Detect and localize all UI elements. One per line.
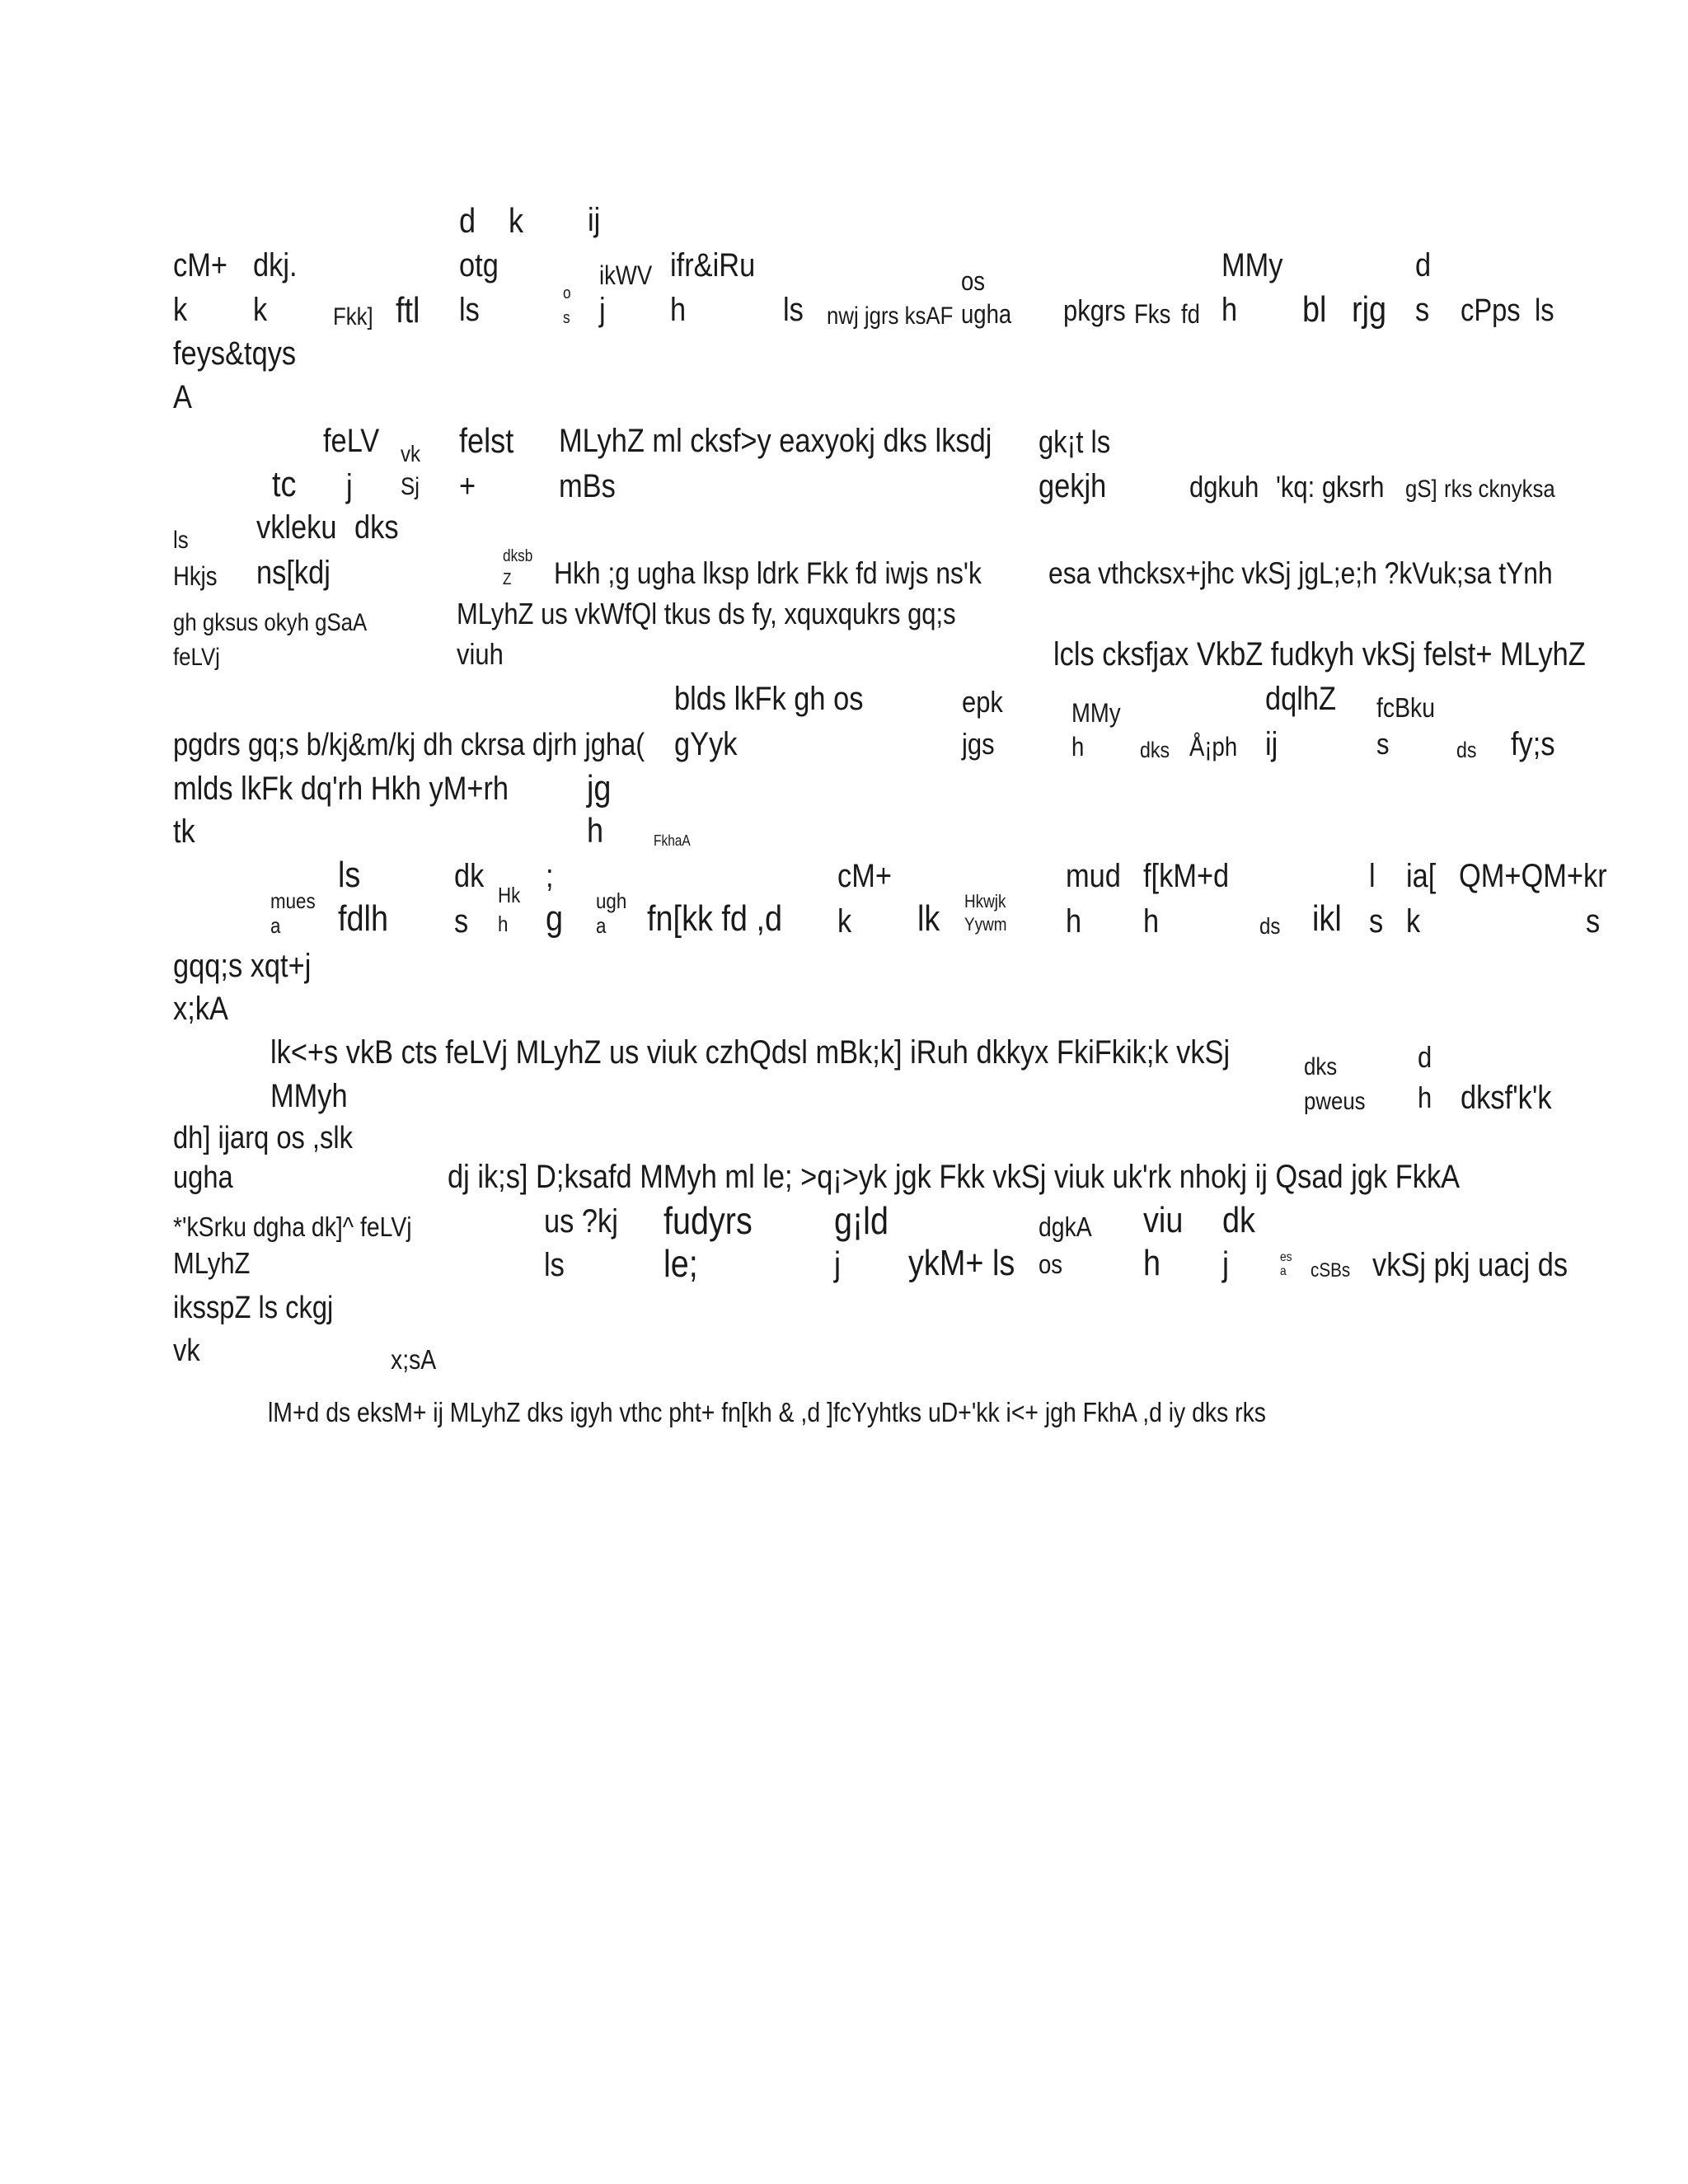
word: vk [173, 1333, 200, 1368]
word: mues [270, 888, 316, 913]
word: dks [1304, 1053, 1338, 1080]
word: fn[kk fd ,d [647, 898, 783, 939]
word: lcls cksfjax VkbZ fudkyh vkSj felst+ MLyhZ [1053, 636, 1586, 673]
word: ikWV [599, 260, 653, 290]
word: lM+d ds eksM+ ij MLyhZ dks igyh vthc pht+ fn[kh & ,d ]fcYyhtks uD+'kk i<+ jgh FkhA ,d iy dks rks [268, 1397, 1267, 1427]
word: ftl [396, 290, 420, 330]
word: vk [401, 441, 421, 466]
word: Fks [1134, 299, 1171, 329]
word: us ?kj [544, 1203, 618, 1240]
word: viu [1143, 1200, 1184, 1240]
word: jgs [962, 727, 995, 761]
word: k [253, 292, 268, 328]
word: ns[kdj [256, 555, 331, 591]
word: QM+QM+kr [1459, 858, 1607, 894]
word: a [270, 913, 281, 938]
word: vkleku [256, 509, 337, 546]
word: gS] [1405, 476, 1437, 503]
word: s [1369, 903, 1384, 940]
word: o [563, 284, 571, 302]
word: tc [272, 464, 297, 504]
word: fudyrs [663, 1199, 753, 1242]
word: ds [1259, 913, 1281, 939]
word: h [670, 292, 687, 328]
word: g [546, 898, 564, 939]
word: s [454, 903, 469, 940]
word: mBs [559, 468, 616, 504]
word: h [1143, 903, 1160, 940]
word: ij [1265, 726, 1278, 762]
word: s [1415, 292, 1430, 328]
word: k [837, 903, 852, 940]
word: dksb [503, 547, 533, 565]
word: a [1280, 1264, 1287, 1278]
word: pweus [1304, 1088, 1366, 1115]
word: tk [173, 813, 195, 850]
word: dk [454, 858, 485, 894]
word: os [1039, 1249, 1063, 1279]
word: dksf'k'k [1461, 1080, 1552, 1116]
word: k [1406, 903, 1421, 940]
word: cSBs [1311, 1259, 1351, 1282]
word: dks [354, 509, 399, 546]
word: + [459, 468, 476, 504]
word: felst [459, 421, 514, 460]
word: le; [663, 1242, 698, 1285]
word: dj ik;s] D;ksafd MMyh ml le; >q¡>yk jgk Fkk vkSj viuk uk'rk nhokj ij Qsad jgk FkkA [448, 1159, 1461, 1195]
word: es [1280, 1250, 1292, 1264]
word: otg [459, 247, 499, 284]
word: j [834, 1244, 842, 1283]
word: k [173, 292, 188, 328]
word: h [587, 811, 604, 850]
word: rks cknyksa [1444, 476, 1555, 503]
word: feLV [323, 423, 380, 459]
word: d [1415, 247, 1432, 284]
word: s [563, 309, 570, 327]
word: d [1418, 1040, 1432, 1074]
word: h [1066, 903, 1082, 940]
word: gYyk [674, 726, 738, 762]
word: dks [1140, 738, 1170, 762]
word: esa vthcksx+jhc vkSj jgL;e;h ?kVuk;sa tYnh [1048, 556, 1553, 590]
word: dqlhZ [1265, 681, 1337, 717]
word: cPps [1461, 293, 1521, 328]
word: Z [503, 570, 512, 588]
word: Hkwjk [964, 891, 1006, 912]
word: Fkk] [333, 303, 373, 330]
word: fd [1181, 299, 1200, 329]
word: ls [459, 292, 480, 328]
word: cM+ [837, 858, 892, 894]
word: Yywm [964, 914, 1007, 935]
word: feys&tqys [173, 335, 297, 372]
word: ls [544, 1247, 565, 1283]
word: feLVj [173, 644, 220, 671]
word: Hkjs [173, 561, 218, 591]
word: l [1369, 858, 1376, 894]
word: *'kSrku dgha dk]^ feLVj [173, 1212, 412, 1242]
word: fcBku [1376, 692, 1435, 723]
word: ds [1456, 738, 1477, 762]
word: Hkh ;g ugha lksp ldrk Fkk fd iwjs ns'k [554, 556, 982, 590]
word: pkgrs [1063, 293, 1126, 327]
word: epk [962, 685, 1003, 719]
word: iksspZ ls ckgj [173, 1291, 334, 1325]
word: gk¡t ls [1039, 425, 1111, 460]
word: Sj [401, 473, 420, 500]
word: rjg [1352, 289, 1387, 330]
word: ls [1535, 293, 1554, 328]
word: s [1586, 903, 1601, 940]
word: 'kq: gksrh [1276, 470, 1385, 504]
word: FkhaA [654, 832, 691, 849]
word: x;kA [173, 991, 228, 1027]
word: ij [588, 202, 601, 238]
word: ia[ [1406, 858, 1437, 894]
word: os [961, 266, 986, 296]
word: MMy [1221, 247, 1283, 284]
word: ugha [173, 1160, 233, 1195]
word: j [599, 292, 606, 328]
word: h [1143, 1243, 1161, 1283]
word: nwj jgrs ksAF [827, 302, 954, 330]
word: dgkA [1039, 1212, 1092, 1242]
word: MLyhZ ml cksf>y eaxyokj dks lksdj [559, 423, 992, 459]
word: pgdrs gq;s b/kj&m/kj dh ckrsa djrh jgha( [173, 728, 645, 762]
word: j [346, 468, 353, 504]
word: dgkuh [1189, 470, 1259, 504]
word: fy;s [1511, 726, 1555, 762]
word: k [509, 201, 524, 240]
word: MLyhZ [173, 1246, 251, 1280]
word: jg [587, 768, 612, 808]
word: x;sA [391, 1344, 437, 1375]
word: gekjh [1039, 468, 1107, 504]
word: viuh [457, 637, 504, 671]
word: dh] ijarq os ,slk [173, 1121, 353, 1155]
word: h [1418, 1080, 1432, 1114]
word: MLyhZ us vkWfQl tkus ds fy, xquxqukrs gq;s [457, 597, 956, 630]
word: gqq;s xqt+j [173, 948, 312, 984]
word: mud [1066, 858, 1121, 894]
word: j [1222, 1244, 1230, 1283]
word: Hk [498, 883, 521, 907]
word: MMy [1071, 698, 1121, 728]
word: ikl [1312, 898, 1342, 939]
word: ; [546, 858, 554, 894]
word: h [498, 912, 509, 936]
word: bl [1302, 289, 1327, 330]
word: cM+ [173, 247, 227, 284]
word: g¡ld [834, 1199, 889, 1242]
word: ugh [596, 888, 627, 913]
word: ls [783, 292, 804, 328]
word: blds lkFk gh os [674, 681, 864, 717]
word: h [1221, 292, 1238, 328]
word: lk<+s vkB cts feLVj MLyhZ us viuk czhQdsl mBk;k] iRuh dkkyx FkiFkik;k vkSj [270, 1034, 1231, 1071]
word: f[kM+d [1143, 858, 1230, 894]
word: d [459, 201, 476, 240]
word: ls [173, 527, 189, 554]
word: mlds lkFk dq'rh Hkh yM+rh [173, 771, 509, 807]
word: fdlh [338, 898, 389, 939]
word: ugha [961, 299, 1012, 329]
word: ifr&iRu [670, 247, 756, 284]
word: vkSj pkj uacj ds [1372, 1247, 1568, 1283]
word: Å¡ph [1189, 732, 1238, 762]
word: a [596, 913, 607, 938]
word: A [173, 379, 192, 415]
word: gh gksus okyh gSaA [173, 609, 368, 636]
word: s [1376, 727, 1390, 761]
word: lk [917, 898, 940, 939]
word: ykM+ ls [908, 1243, 1015, 1283]
word: h [1071, 732, 1085, 762]
word: dk [1222, 1200, 1255, 1240]
word: MMyh [270, 1078, 348, 1114]
word: ls [338, 855, 361, 895]
word: dkj. [253, 247, 298, 284]
